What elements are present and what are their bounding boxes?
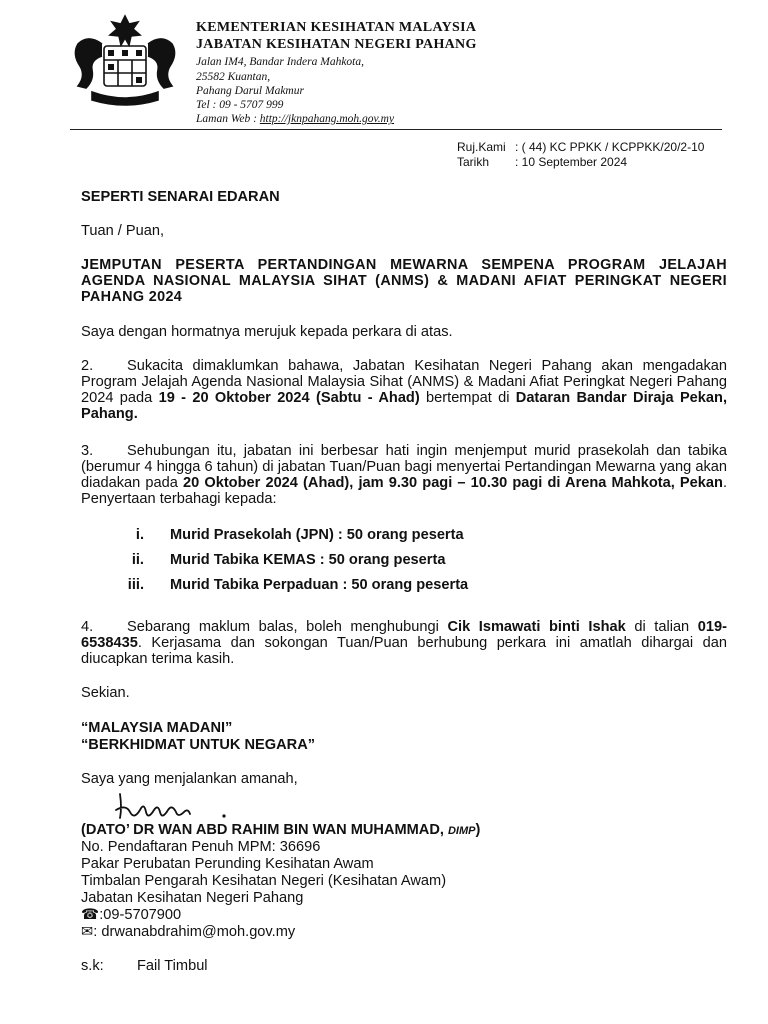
website-label: Laman Web : [196, 113, 260, 125]
copy-to-label: s.k: [81, 958, 104, 974]
recipient-line: SEPERTI SENARAI EDARAN [81, 189, 280, 205]
paragraph-4-text-a: Sebarang maklum balas, boleh menghubungi [127, 619, 448, 635]
registration-number: No. Pendaftaran Penuh MPM: 36696 [81, 839, 321, 855]
signature-image [112, 790, 232, 824]
paragraph-3-text-a: Sehubungan itu, jabatan ini berbesar hati ingin menjemput murid prasekolah dan tabika (berumur 4 hingga 6 tahun) di jabatan Tuan/Puan bagi menyertai Pertandingan Mewarna yang akan diadakan pada [81, 443, 727, 491]
website-link[interactable]: http://jknpahang.moh.gov.my [259, 113, 395, 125]
letterhead-divider [70, 129, 722, 130]
reference-value: : ( 44) KC PPKK / KCPPKK/20/2-10 [515, 140, 705, 154]
telephone-icon: ☎ [81, 907, 100, 923]
signatory-phone-value: :09-5707900 [99, 907, 182, 923]
paragraph-2-text-c: bertempat di [419, 390, 516, 406]
signatory-name-close: ) [475, 822, 481, 838]
reference-date [457, 155, 627, 169]
sign-off: Saya yang menjalankan amanah, [81, 771, 298, 787]
org-name-department: JABATAN KESIHATAN NEGERI PAHANG [196, 37, 477, 52]
subject-heading: JEMPUTAN PESERTA PERTANDINGAN MEWARNA SEMPENA PROGRAM JELAJAH AGENDA NASIONAL MALAYSIA SIHAT (ANMS) & MADANI AFIAT PERINGKAT NEGERI PAHANG 2024 [81, 257, 727, 305]
contact-phone: 019-6538435 [81, 619, 727, 651]
list-item [114, 577, 469, 593]
paragraph-4-text-e: . Kerjasama dan sokongan Tuan/Puan berhubung perkara ini amatlah dihargai dan diucapkan terima kasih. [81, 635, 727, 667]
signatory-position-2: Timbalan Pengarah Kesihatan Negeri (Kesihatan Awam) [81, 873, 447, 889]
address-line-3: Pahang Darul Makmur [196, 85, 304, 97]
list-item-number: i. [135, 527, 144, 543]
closing: Sekian. [81, 685, 130, 701]
list-item-text: Murid Tabika KEMAS : 50 orang peserta [170, 552, 446, 568]
letterhead-phone: Tel : 09 - 5707 999 [196, 99, 284, 111]
address-line-2: 25582 Kuantan, [196, 71, 271, 83]
list-item-number: ii. [131, 552, 144, 568]
reference-label: Ruj.Kami [457, 140, 506, 154]
signatory-email [81, 924, 295, 941]
org-name-ministry: KEMENTERIAN KESIHATAN MALAYSIA [196, 20, 477, 35]
motto-1: “MALAYSIA MADANI” [81, 720, 233, 736]
signatory-title-suffix: DIMP [447, 825, 476, 837]
paragraph-2-venue: Dataran Bandar Diraja Pekan, Pahang. [81, 390, 728, 422]
paragraph-4-text-c: di talian [625, 619, 698, 635]
paragraph-2-text-a: Sukacita dimaklumkan bahawa, Jabatan Kesihatan Negeri Pahang akan mengadakan Program Jelajah Agenda Nasional Malaysia Sihat (ANMS) & Madani Afiat Peringkat Negeri Pahang 2024 pada [81, 358, 727, 406]
paragraph-4-number: 4. [81, 619, 94, 635]
copy-to-value: Fail Timbul [137, 958, 208, 974]
paragraph-3 [81, 443, 727, 507]
list-item [114, 552, 446, 568]
paragraph-2 [81, 358, 727, 422]
signatory-email-value[interactable]: : drwanabdrahim@moh.gov.my [93, 924, 296, 940]
date-value: : 10 September 2024 [515, 155, 628, 169]
copy-to [81, 958, 208, 975]
reference-number [457, 140, 704, 154]
signatory-name-text: (DATO’ DR WAN ABD RAHIM BIN WAN MUHAMMAD, [81, 822, 448, 838]
list-item [114, 527, 464, 543]
signatory-position-1: Pakar Perubatan Perunding Kesihatan Awam [81, 856, 374, 872]
list-item-number: iii. [127, 577, 144, 593]
signatory-phone [81, 907, 181, 924]
paragraph-3-datetime-venue: 20 Oktober 2024 (Ahad), jam 9.30 pagi – 10.30 pagi di Arena Mahkota, Pekan [182, 475, 723, 491]
envelope-icon: ✉ [81, 924, 94, 940]
signatory-department: Jabatan Kesihatan Negeri Pahang [81, 890, 304, 906]
letterhead-website [196, 113, 394, 125]
paragraph-3-number: 3. [81, 443, 94, 459]
paragraph-2-dates: 19 - 20 Oktober 2024 (Sabtu - Ahad) [158, 390, 420, 406]
paragraph-2-number: 2. [81, 358, 94, 374]
contact-person: Cik Ismawati binti Ishak [447, 619, 626, 635]
salutation: Tuan / Puan, [81, 223, 165, 239]
date-label: Tarikh [457, 155, 490, 169]
paragraph-1: Saya dengan hormatnya merujuk kepada perkara di atas. [81, 324, 453, 340]
list-item-text: Murid Prasekolah (JPN) : 50 orang peserta [170, 527, 464, 543]
paragraph-4 [81, 619, 727, 667]
motto-2: “BERKHIDMAT UNTUK NEGARA” [81, 737, 316, 753]
address-line-1: Jalan IM4, Bandar Indera Mahkota, [196, 56, 364, 68]
malaysia-coat-of-arms-icon [66, 14, 184, 106]
paragraph-3-text-c: . Penyertaan terbahagi kepada: [81, 475, 727, 507]
list-item-text: Murid Tabika Perpaduan : 50 orang peserta [170, 577, 469, 593]
signatory-name [81, 822, 480, 840]
